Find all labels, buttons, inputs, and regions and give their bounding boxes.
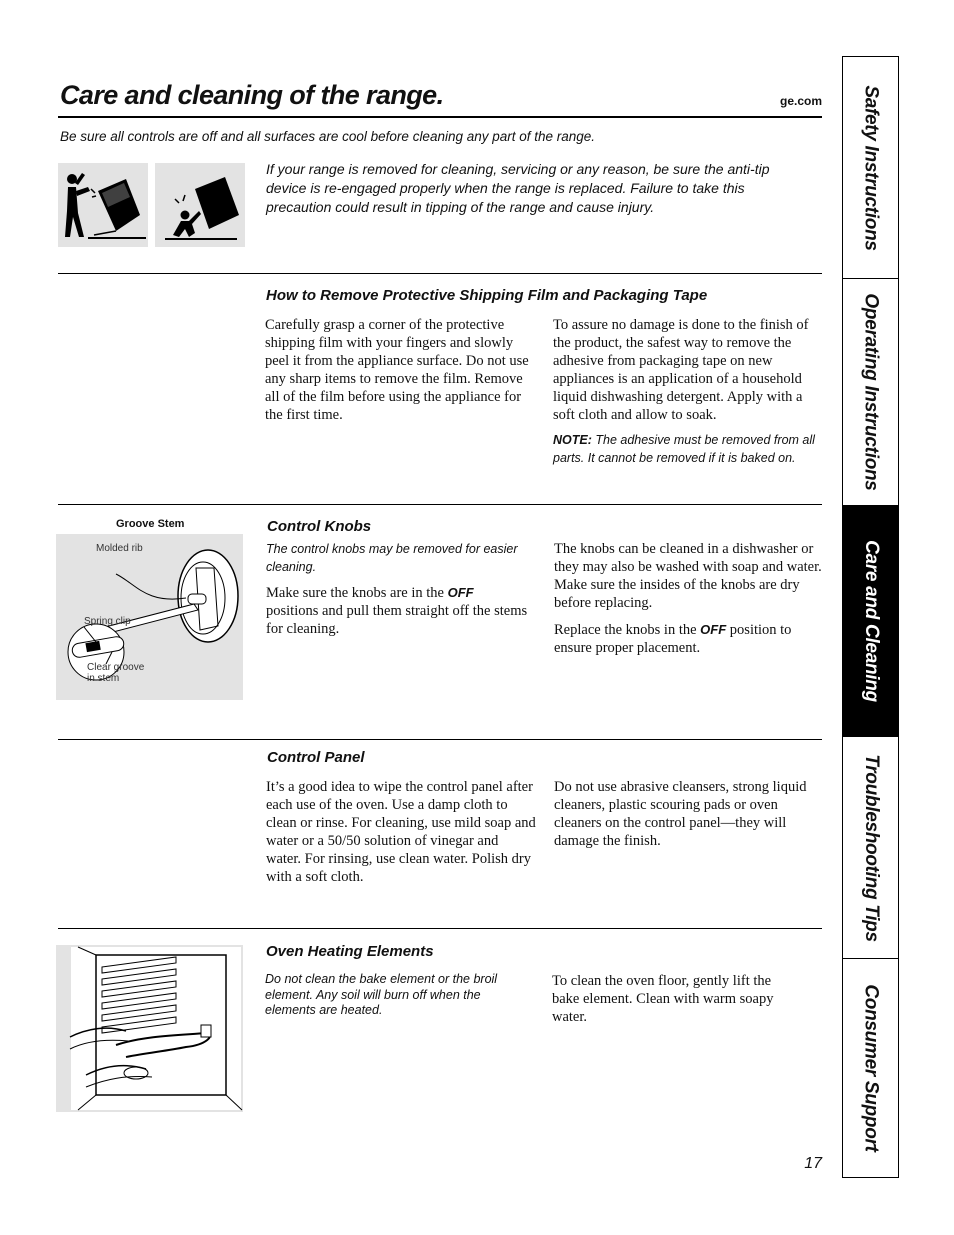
control-panel-heading: Control Panel (267, 749, 365, 766)
tab-label: Troubleshooting Tips (860, 753, 882, 942)
control-panel-col2: Do not use abrasive cleansers, strong liquid cleaners, plastic scouring pads or oven cleaners on the control panel—they will damage the finish. (554, 779, 807, 849)
oven-element-diagram-icon (56, 945, 243, 1112)
clear-groove-label-line1: Clear groove (87, 662, 145, 673)
molded-rib-label: Molded rib (96, 543, 143, 554)
tab-consumer-support[interactable] (843, 959, 898, 1177)
tab-label: Consumer Support (860, 984, 882, 1152)
tab-care-and-cleaning[interactable] (843, 506, 898, 737)
control-knobs-col1 (266, 584, 528, 638)
anti-tip-illustration-2 (155, 163, 245, 247)
spring-clip-label: Spring clip (84, 616, 131, 627)
section-tabs (842, 56, 899, 1178)
tab-operating-instructions[interactable] (843, 279, 898, 506)
intro-text: Be sure all controls are off and all surfaces are cool before cleaning any part of the range. (60, 129, 596, 144)
person-tipping-range-icon (58, 163, 148, 247)
knobs-text-before: Make sure the knobs are in the (266, 585, 448, 601)
off-word: OFF (700, 622, 727, 637)
section-divider (58, 739, 822, 740)
child-tipping-range-icon (155, 163, 245, 247)
section-divider (58, 273, 822, 274)
shipping-film-heading: How to Remove Protective Shipping Film and Packaging Tape (266, 287, 708, 304)
knob-figure-title: Groove Stem (116, 518, 185, 530)
tab-label: Care and Cleaning (860, 540, 882, 702)
oven-elements-heading: Oven Heating Elements (266, 943, 434, 960)
shipping-film-note (553, 431, 815, 467)
anti-tip-warning: If your range is removed for cleaning, servicing or any reason, be sure the anti-tip device is re-engaged properly when the range is replaced. Failure to take this precaution could result in tipping of the range and cause injury. (266, 161, 770, 215)
oven-elements-col2: To clean the oven floor, gently lift the bake element. Clean with warm soapy water. (552, 973, 774, 1025)
section-divider (58, 928, 822, 929)
section-divider (58, 504, 822, 505)
anti-tip-illustration-1 (58, 163, 148, 247)
page-number: 17 (804, 1155, 822, 1172)
control-knobs-note: The control knobs may be removed for easier cleaning. (266, 542, 518, 574)
control-knobs-col2-p1: The knobs can be cleaned in a dishwasher or they may also be washed with soap and water. Make sure the insides of the knobs are dry before replacing. (554, 541, 822, 611)
tab-troubleshooting-tips[interactable] (843, 737, 898, 959)
clear-groove-label-line2: in stem (87, 673, 120, 684)
page-title: Care and cleaning of the range. (60, 80, 444, 110)
control-knobs-col2-p2 (554, 621, 816, 657)
oven-element-figure (56, 945, 243, 1112)
tab-label: Safety Instructions (860, 84, 882, 251)
control-panel-col1: It’s a good idea to wipe the control panel after each use of the oven. Use a damp cloth to clean or rinse. For cleaning, use mild soap and water or a 50/50 solution of vinegar and water. For rinsing, use clean water. Polish dry with a soft cloth. (266, 779, 536, 885)
replace-text-before: Replace the knobs in the (554, 622, 701, 638)
shipping-film-col2: To assure no damage is done to the finish of the product, the safest way to remove the adhesive from packaging tape on new appliances is an application of a household liquid dishwashing detergent. Apply with a soft cloth and allow to soak. (553, 317, 809, 423)
site-link[interactable]: ge.com (779, 94, 822, 108)
knob-figure (56, 534, 243, 700)
control-knobs-heading: Control Knobs (267, 518, 372, 535)
tab-label: Operating Instructions (860, 293, 882, 491)
header-rule (58, 116, 822, 118)
replace-text-after: position to ensure proper placement. (554, 622, 792, 656)
off-word: OFF (447, 585, 474, 600)
clear-groove-label (87, 662, 144, 684)
oven-elements-note: Do not clean the bake element or the broil element. Any soil will burn off when the elements are heated. (265, 972, 498, 1017)
knobs-text-after: positions and pull them straight off the stems for cleaning. (266, 603, 528, 637)
tab-safety-instructions[interactable] (843, 57, 898, 279)
note-label: NOTE: (553, 433, 592, 447)
note-text: The adhesive must be removed from all parts. It cannot be removed if it is baked on. (553, 433, 815, 465)
shipping-film-col1: Carefully grasp a corner of the protective shipping film with your fingers and slowly peel it from the appliance surface. Do not use any sharp items to remove the film. Remove all of the film before using the appliance for the first time. (265, 317, 529, 423)
